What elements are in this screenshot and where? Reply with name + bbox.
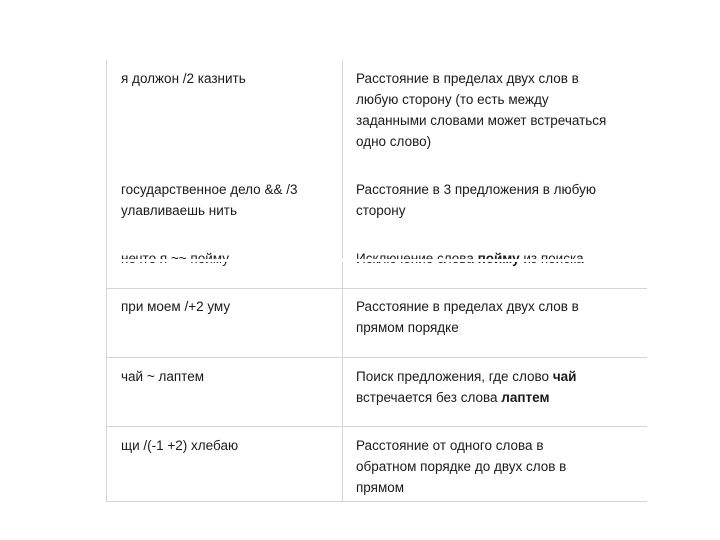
row-5-desc-bold-1: чай [552,369,577,384]
row-1-description: Расстояние в пределах двух слов в любую сторону (то есть между заданными словами может встречаться одно слово) [356,71,607,149]
row-divider [107,288,647,289]
row-2-description: Расстояние в 3 предложения в любую сторону [356,182,596,218]
row-6-query: щи /(-1 +2) хлебаю [121,438,239,453]
row-5-description [356,366,636,408]
row-5-desc-text-1: Поиск предложения, где слово [356,369,553,384]
column-divider [342,60,343,501]
row-5-desc-bold-2: лаптем [501,390,550,405]
operators-table [106,60,647,502]
row-4-query: при моем /+2 уму [121,299,231,314]
row-divider [107,426,647,427]
row-1-query: я должон /2 казнить [121,71,246,86]
row-2-query: государственное дело && /3 улавливаешь нить [121,182,298,218]
row-6-description: Расстояние от одного слова в обратном порядке до двух слов в прямом [356,438,567,495]
row-divider [107,357,647,358]
row-4-description: Расстояние в пределах двух слов в прямом порядке [356,299,579,335]
row-5-query: чай ~ лаптем [121,369,204,384]
row-3-cut-overlay [107,259,647,262]
row-5-desc-text-2: встречается без слова [356,390,498,405]
